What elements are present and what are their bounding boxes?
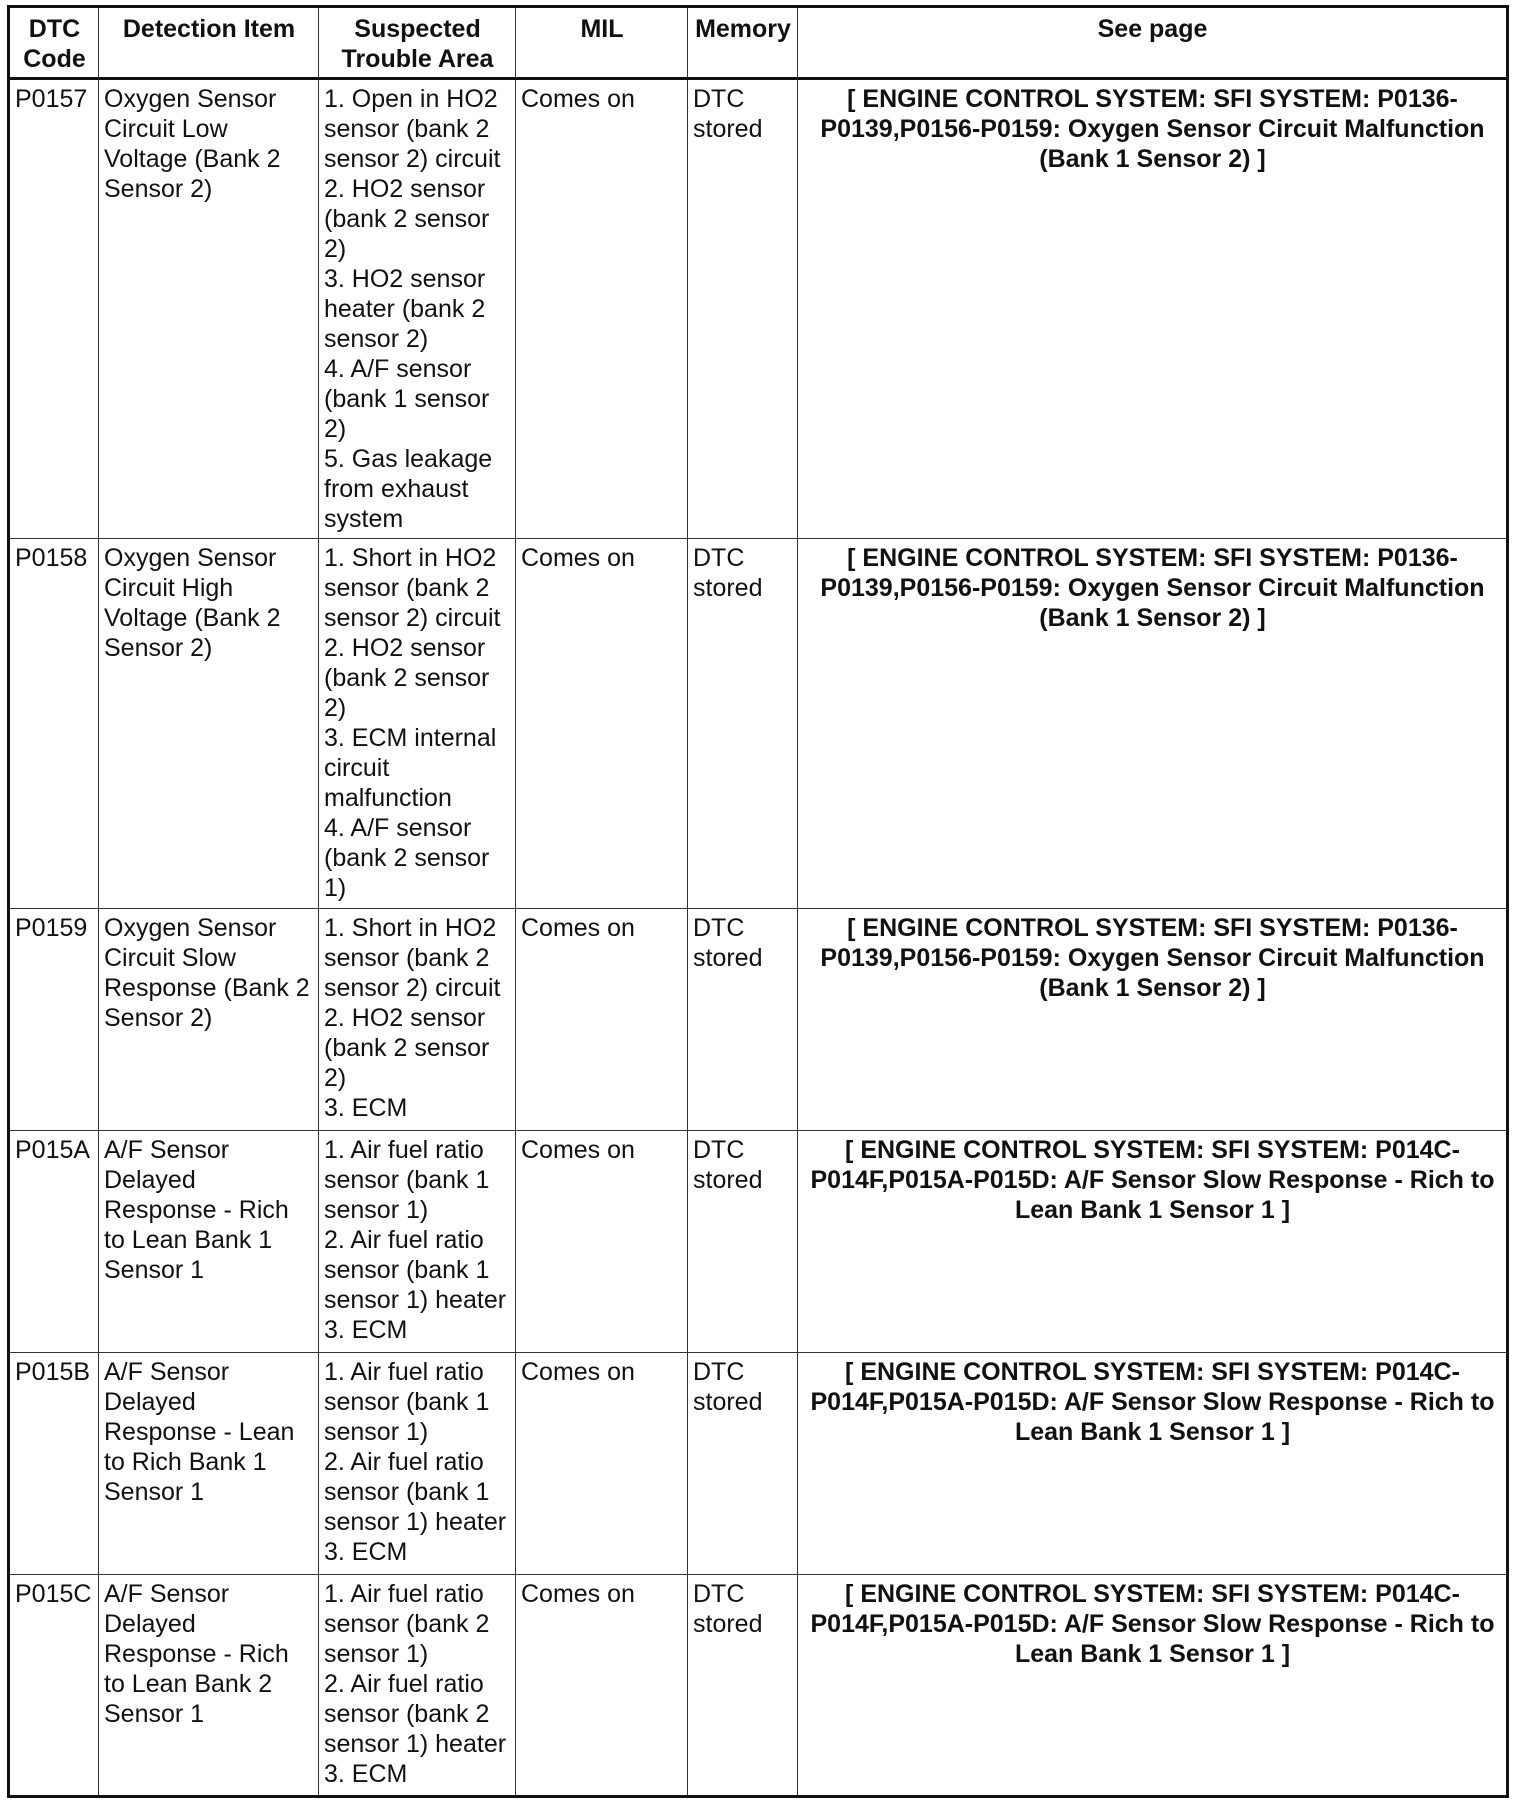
mil-cell: Comes on [516,539,688,909]
trouble-area-item: 3. ECM internal circuit malfunction [324,724,497,812]
suspected-trouble-area-cell [319,1575,516,1797]
mil-cell: Comes on [516,909,688,1131]
mil-cell: Comes on [516,1575,688,1797]
header-see-page: See page [798,7,1508,79]
trouble-area-item: 3. ECM [324,1760,408,1788]
header-dtc-code: DTC Code [9,7,99,79]
mil-cell: Comes on [516,79,688,539]
table-body [9,79,1508,1797]
suspected-trouble-area-cell [319,1131,516,1353]
detection-item-cell: Oxygen Sensor Circuit Slow Response (Bank 2 Sensor 2) [99,909,319,1131]
memory-cell: DTC stored [688,1353,798,1575]
trouble-area-item: 1. Air fuel ratio sensor (bank 1 sensor 1) [324,1136,490,1224]
trouble-area-item: 4. A/F sensor (bank 1 sensor 2) [324,355,490,443]
table-row [9,539,1508,909]
trouble-area-item: 1. Open in HO2 sensor (bank 2 sensor 2) circuit [324,85,501,173]
trouble-area-item: 2. HO2 sensor (bank 2 sensor 2) [324,175,490,263]
trouble-area-item: 3. ECM [324,1094,408,1122]
trouble-area-item: 4. A/F sensor (bank 2 sensor 1) [324,814,490,902]
dtc-code-cell: P015A [9,1131,99,1353]
dtc-code-cell: P015C [9,1575,99,1797]
trouble-area-item: 2. Air fuel ratio sensor (bank 2 sensor 1) heater [324,1670,507,1758]
trouble-area-item: 1. Air fuel ratio sensor (bank 1 sensor 1) [324,1358,490,1446]
trouble-area-item: 3. ECM [324,1538,408,1566]
trouble-area-item: 2. Air fuel ratio sensor (bank 1 sensor 1) heater [324,1226,507,1314]
memory-cell: DTC stored [688,1575,798,1797]
see-page-link: [ ENGINE CONTROL SYSTEM: SFI SYSTEM: P014C-P014F,P015A-P015D: A/F Sensor Slow Response - Rich to Lean Bank 1 Sensor 1 ] [798,1131,1508,1353]
table-row [9,1575,1508,1797]
see-page-link: [ ENGINE CONTROL SYSTEM: SFI SYSTEM: P0136-P0139,P0156-P0159: Oxygen Sensor Circuit Malfunction (Bank 1 Sensor 2) ] [798,539,1508,909]
detection-item-cell: A/F Sensor Delayed Response - Lean to Rich Bank 1 Sensor 1 [99,1353,319,1575]
suspected-trouble-area-cell [319,1353,516,1575]
table-header-row [9,7,1508,79]
see-page-link: [ ENGINE CONTROL SYSTEM: SFI SYSTEM: P014C-P014F,P015A-P015D: A/F Sensor Slow Response - Rich to Lean Bank 1 Sensor 1 ] [798,1575,1508,1797]
suspected-trouble-area-cell [319,539,516,909]
trouble-area-item: 2. HO2 sensor (bank 2 sensor 2) [324,634,490,722]
trouble-area-item: 3. HO2 sensor heater (bank 2 sensor 2) [324,265,486,353]
mil-cell: Comes on [516,1353,688,1575]
dtc-table [7,5,1509,1798]
see-page-link: [ ENGINE CONTROL SYSTEM: SFI SYSTEM: P0136-P0139,P0156-P0159: Oxygen Sensor Circuit Malfunction (Bank 1 Sensor 2) ] [798,909,1508,1131]
trouble-area-item: 2. HO2 sensor (bank 2 sensor 2) [324,1004,490,1092]
header-mil: MIL [516,7,688,79]
dtc-code-cell: P0158 [9,539,99,909]
dtc-code-cell: P015B [9,1353,99,1575]
trouble-area-item: 1. Short in HO2 sensor (bank 2 sensor 2) circuit [324,914,501,1002]
trouble-area-item: 5. Gas leakage from exhaust system [324,445,493,533]
memory-cell: DTC stored [688,79,798,539]
dtc-page [7,5,1509,1798]
mil-cell: Comes on [516,1131,688,1353]
memory-cell: DTC stored [688,539,798,909]
table-row [9,79,1508,539]
suspected-trouble-area-cell [319,79,516,539]
detection-item-cell: Oxygen Sensor Circuit High Voltage (Bank 2 Sensor 2) [99,539,319,909]
trouble-area-item: 1. Short in HO2 sensor (bank 2 sensor 2) circuit [324,544,501,632]
trouble-area-item: 3. ECM [324,1316,408,1344]
detection-item-cell: A/F Sensor Delayed Response - Rich to Lean Bank 1 Sensor 1 [99,1131,319,1353]
see-page-link: [ ENGINE CONTROL SYSTEM: SFI SYSTEM: P014C-P014F,P015A-P015D: A/F Sensor Slow Response - Rich to Lean Bank 1 Sensor 1 ] [798,1353,1508,1575]
header-memory: Memory [688,7,798,79]
table-row [9,1131,1508,1353]
memory-cell: DTC stored [688,909,798,1131]
dtc-code-cell: P0159 [9,909,99,1131]
dtc-code-cell: P0157 [9,79,99,539]
see-page-link: [ ENGINE CONTROL SYSTEM: SFI SYSTEM: P0136-P0139,P0156-P0159: Oxygen Sensor Circuit Malfunction (Bank 1 Sensor 2) ] [798,79,1508,539]
table-row [9,909,1508,1131]
detection-item-cell: A/F Sensor Delayed Response - Rich to Lean Bank 2 Sensor 1 [99,1575,319,1797]
trouble-area-item: 1. Air fuel ratio sensor (bank 2 sensor 1) [324,1580,490,1668]
table-row [9,1353,1508,1575]
memory-cell: DTC stored [688,1131,798,1353]
header-suspected-trouble-area: Suspected Trouble Area [319,7,516,79]
detection-item-cell: Oxygen Sensor Circuit Low Voltage (Bank 2 Sensor 2) [99,79,319,539]
header-detection-item: Detection Item [99,7,319,79]
suspected-trouble-area-cell [319,909,516,1131]
trouble-area-item: 2. Air fuel ratio sensor (bank 1 sensor 1) heater [324,1448,507,1536]
